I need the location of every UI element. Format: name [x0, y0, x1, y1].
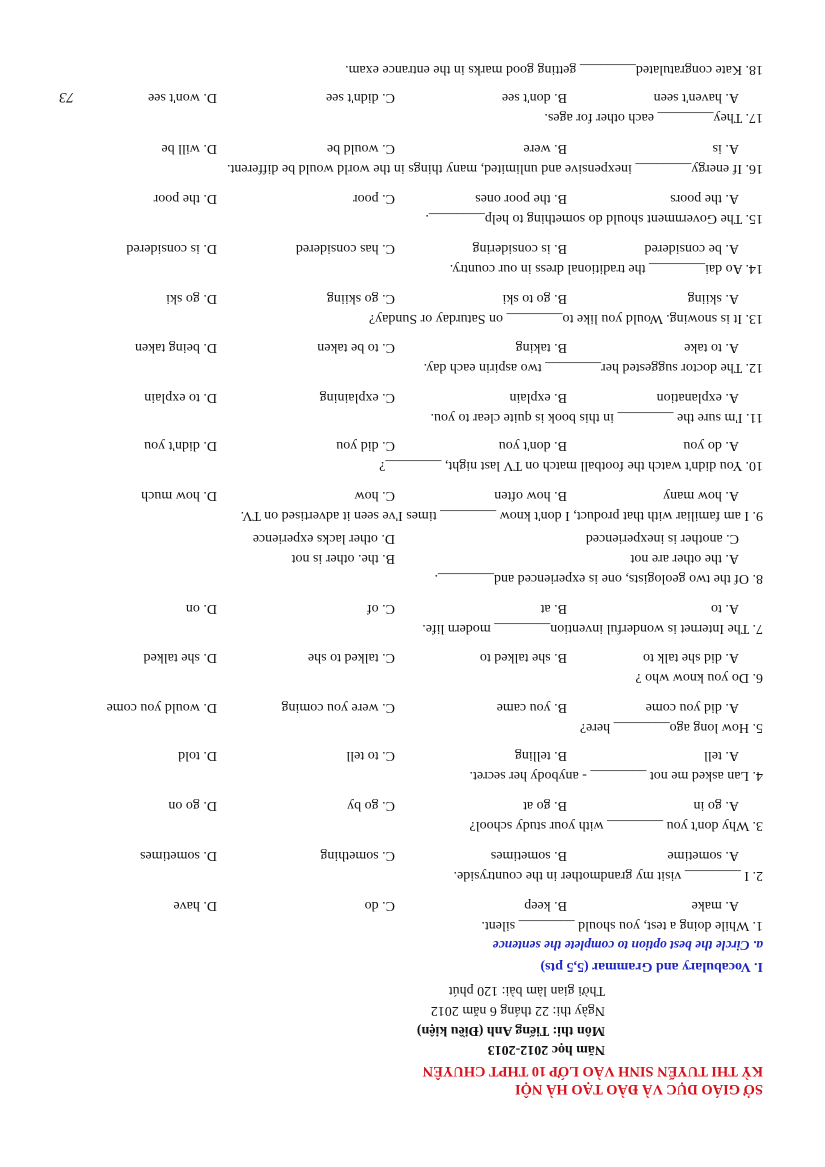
question-stem: 18. Kate congratulated________ getting good marks in the entrance exam.	[345, 62, 763, 77]
page-number: 73	[59, 89, 74, 105]
exam-date: Ngày thi: 22 tháng 6 năm 2012	[430, 1003, 605, 1018]
exam-duration: Thời gian làm bài: 120 phút	[448, 983, 605, 998]
option-a[interactable]: A. did she talk to	[642, 650, 739, 665]
option-d[interactable]: D. go on	[168, 798, 217, 813]
option-d[interactable]: D. how much	[141, 488, 217, 503]
option-b[interactable]: B. how often	[494, 488, 567, 503]
question-stem: 12. The doctor suggested her________ two aspirin each day.	[423, 360, 763, 375]
option-row	[141, 487, 739, 504]
option-b[interactable]: B. telling	[514, 748, 567, 763]
option-a[interactable]: A. explanation	[656, 390, 739, 405]
option-c[interactable]: C. talked to she	[307, 650, 395, 665]
option-a[interactable]: A. is	[712, 141, 739, 156]
option-a[interactable]: A. do you	[683, 438, 739, 453]
option-row	[144, 437, 739, 454]
option-b[interactable]: B. the. other is not	[291, 551, 395, 566]
option-c[interactable]: C. do	[364, 898, 395, 913]
option-row	[173, 897, 739, 914]
exam-subject: Môn thi: Tiếng Anh (Điều kiện)	[416, 1023, 605, 1038]
question-stem: 11. I'm sure the ________ in this book is quite clear to you.	[430, 410, 763, 425]
option-a[interactable]: A. go in	[693, 798, 739, 813]
option-b[interactable]: B. keep	[524, 898, 567, 913]
option-b[interactable]: B. go at	[523, 798, 567, 813]
option-row	[154, 190, 739, 207]
option-c[interactable]: C. did you	[336, 438, 395, 453]
option-c[interactable]: C. were you coming	[281, 700, 395, 715]
question-stem: 10. You didn't watch the football match on TV last night, ________?	[379, 458, 763, 473]
option-d[interactable]: D. is considered	[126, 241, 217, 256]
option-c[interactable]: C. of	[367, 601, 395, 616]
option-c[interactable]: C. another is inexperienced	[585, 531, 739, 546]
option-d[interactable]: D. go ski	[166, 291, 217, 306]
option-row	[253, 530, 739, 547]
option-row	[166, 290, 739, 307]
question-stem: 4. Lan asked me not ________ - anybody her secret.	[469, 768, 763, 783]
option-c[interactable]: C. go skiing	[326, 291, 395, 306]
option-a[interactable]: A. tell	[704, 748, 739, 763]
option-d[interactable]: D. she talked	[143, 650, 217, 665]
option-b[interactable]: B. the poor ones	[475, 191, 567, 206]
question-stem: 7. The Internet is wonderful invention________ modern life.	[422, 621, 763, 636]
option-b[interactable]: B. go to ski	[502, 291, 567, 306]
option-c[interactable]: C. how	[354, 488, 395, 503]
option-d[interactable]: D. other lacks experience	[252, 531, 395, 546]
question-stem: 8. Of the two geologists, one is experienced and________.	[434, 571, 763, 586]
option-d[interactable]: D. have	[173, 898, 217, 913]
option-row	[107, 699, 739, 716]
option-c[interactable]: C. to tell	[346, 748, 395, 763]
question-stem: 3. Why don't you ________ with your study school?	[469, 818, 763, 833]
option-d[interactable]: D. told	[178, 748, 217, 763]
option-d[interactable]: D. didn't you	[144, 438, 217, 453]
option-a[interactable]: A. sometime	[667, 848, 739, 863]
department-heading: SỞ GIÁO DỤC VÀ ĐÀO TẠO HÀ NỘI	[514, 1081, 763, 1097]
option-b[interactable]: B. taking	[515, 340, 567, 355]
option-b[interactable]: B. is considering	[472, 241, 567, 256]
option-c[interactable]: C. something	[320, 848, 395, 863]
option-row	[186, 600, 739, 617]
option-c[interactable]: C. poor	[353, 191, 395, 206]
school-year: Năm học 2012-2013	[487, 1042, 605, 1057]
option-d[interactable]: D. being taken	[134, 340, 217, 355]
option-b[interactable]: B. you came	[496, 700, 567, 715]
option-b[interactable]: B. at	[540, 601, 567, 616]
option-d[interactable]: D. would you come	[106, 700, 217, 715]
option-d[interactable]: D. the poor	[153, 191, 217, 206]
option-b[interactable]: B. explain	[509, 390, 567, 405]
option-c[interactable]: C. to be taken	[317, 340, 395, 355]
option-row	[178, 747, 739, 764]
option-a[interactable]: A. to	[711, 601, 739, 616]
option-a[interactable]: A. to take	[684, 340, 739, 355]
exam-title: KỲ THI TUYỂN SINH VÀO LỚP 10 THPT CHUYÊN	[422, 1063, 763, 1079]
question-stem: 6. Do you know who ?	[635, 670, 763, 685]
option-b[interactable]: B. sometimes	[490, 848, 567, 863]
option-d[interactable]: D. to explain	[144, 390, 217, 405]
option-row	[148, 89, 739, 106]
option-c[interactable]: C. has considered	[295, 241, 395, 256]
question-stem: 13. It is snowing. Would you like to________ on Saturday or Sunday?	[368, 311, 763, 326]
option-row	[144, 389, 739, 406]
question-stem: 15. The Government should do something to help________.	[425, 211, 763, 226]
option-d[interactable]: D. on	[185, 601, 217, 616]
option-row	[144, 649, 739, 666]
option-row	[168, 797, 739, 814]
option-row	[135, 339, 739, 356]
option-a[interactable]: A. skiing	[687, 291, 739, 306]
option-c[interactable]: C. go by	[347, 798, 395, 813]
option-c[interactable]: C. didn't see	[325, 90, 395, 105]
option-a[interactable]: A. the other are not	[630, 551, 739, 566]
option-row	[161, 140, 739, 157]
option-b[interactable]: B. were	[523, 141, 567, 156]
option-b[interactable]: B. she talked to	[479, 650, 567, 665]
question-stem: 17. They________ each other for ages.	[544, 110, 763, 125]
question-stem: 2. I ________ visit my grandmother in the countryside.	[453, 868, 763, 883]
option-row	[126, 240, 739, 257]
section-instruction: a. Circle the best option to complete the sentence	[492, 938, 763, 953]
option-c[interactable]: C. explaining	[319, 390, 395, 405]
question-stem: 14. Ao dai________ the traditional dress in our country.	[449, 261, 763, 276]
section-title: I. Vocabulary and Grammar (5,5 pts)	[540, 959, 763, 974]
option-d[interactable]: D. sometimes	[140, 848, 217, 863]
question-stem: 5. How long ago________ here?	[579, 720, 763, 735]
option-a[interactable]: A. how many	[663, 488, 739, 503]
option-d[interactable]: D. will be	[161, 141, 217, 156]
option-c[interactable]: C. would be	[326, 141, 395, 156]
option-a[interactable]: A. haven't seen	[653, 90, 739, 105]
option-b[interactable]: B. don't see	[501, 90, 567, 105]
option-b[interactable]: B. don't you	[498, 438, 567, 453]
option-a[interactable]: A. the poors	[670, 191, 739, 206]
option-a[interactable]: A. did you come	[645, 700, 739, 715]
question-stem: 16. If energy________ inexpensive and unlimited, many things in the world would be different.	[226, 161, 763, 176]
option-d[interactable]: D. won't see	[147, 90, 217, 105]
option-a[interactable]: A. make	[691, 898, 739, 913]
option-a[interactable]: A. be considered	[644, 241, 739, 256]
option-row	[140, 847, 739, 864]
question-stem: 9. I am familiar with that product, I don't know ________ times I've seen it advertised on TV.	[240, 508, 763, 523]
question-stem: 1. While doing a test, you should ________ silent.	[481, 918, 763, 933]
option-row	[292, 550, 739, 567]
